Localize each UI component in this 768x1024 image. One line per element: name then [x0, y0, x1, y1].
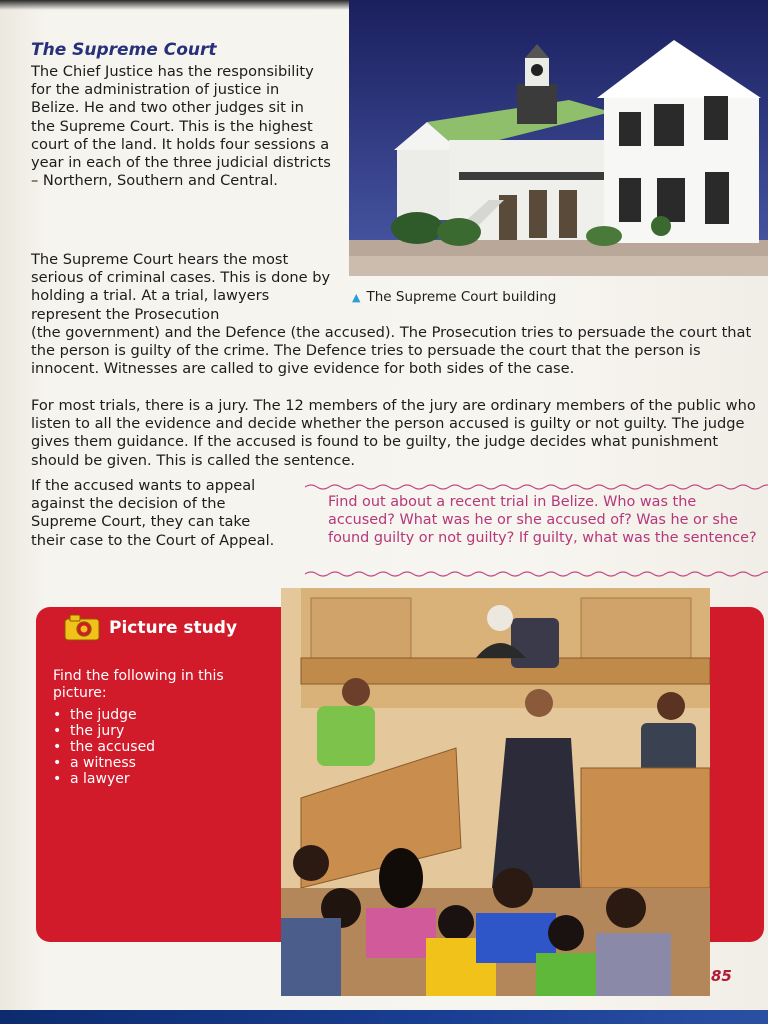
list-item: • the accused [53, 739, 155, 755]
picture-study-list [53, 707, 155, 787]
paragraph-jury: For most trials, there is a jury. The 12 members of the jury are ordinary members of the public who listen to all the evidence and decide whether the person accused is guilty or not guilty. The judge gives them guidance. If the accused is found to be guilty, the judge decides what punishment should be given. This is called the sentence. [31, 397, 756, 469]
camera-icon [64, 613, 100, 641]
caption-text: The Supreme Court building [366, 289, 557, 305]
picture-study-title: Picture study [109, 618, 238, 638]
paragraph-trial-rest: (the government) and the Defence (the accused). The Prosecution tries to persuade the court that the person is guilty of the crime. The Defence tries to persuade the court that the person is innocent. Witnesses are called to give evidence for both sides of the case. [31, 324, 752, 378]
paragraph-chief-justice: The Chief Justice has the responsibility for the administration of justice in Belize. He and two other judges sit in the Supreme Court. This is the highest court of the land. It holds four sessions a year in each of the three judicial districts – Northern, Southern and Central. [31, 63, 331, 190]
wavy-border-bottom [305, 570, 768, 578]
page-bottom-band [0, 1010, 768, 1024]
triangle-marker-icon: ▲ [352, 291, 361, 304]
activity-text: Find out about a recent trial in Belize. Who was the accused? What was he or she accused of? Was he or she found guilty or not guilty? If guilty, what was the sentence? [328, 494, 757, 546]
section-heading: The Supreme Court [31, 40, 217, 60]
paragraph-appeal: If the accused wants to appeal against the decision of the Supreme Court, they can take their case to the Court of Appeal. [31, 477, 275, 549]
list-item: • the judge [53, 707, 155, 723]
list-item: • the jury [53, 723, 155, 739]
list-item: • a witness [53, 755, 155, 771]
activity-box [305, 483, 768, 578]
page-number: 85 [711, 967, 732, 985]
paragraph-trial-start: The Supreme Court hears the most serious of criminal cases. This is done by holding a trial. At a trial, lawyers represent the Prosecution [31, 251, 331, 323]
wavy-border-top [305, 483, 768, 491]
courtroom-illustration [281, 588, 710, 996]
photo-caption [352, 289, 556, 305]
supreme-court-photo [349, 0, 768, 276]
picture-study-intro: Find the following in this picture: [53, 668, 224, 701]
list-item: • a lawyer [53, 771, 155, 787]
